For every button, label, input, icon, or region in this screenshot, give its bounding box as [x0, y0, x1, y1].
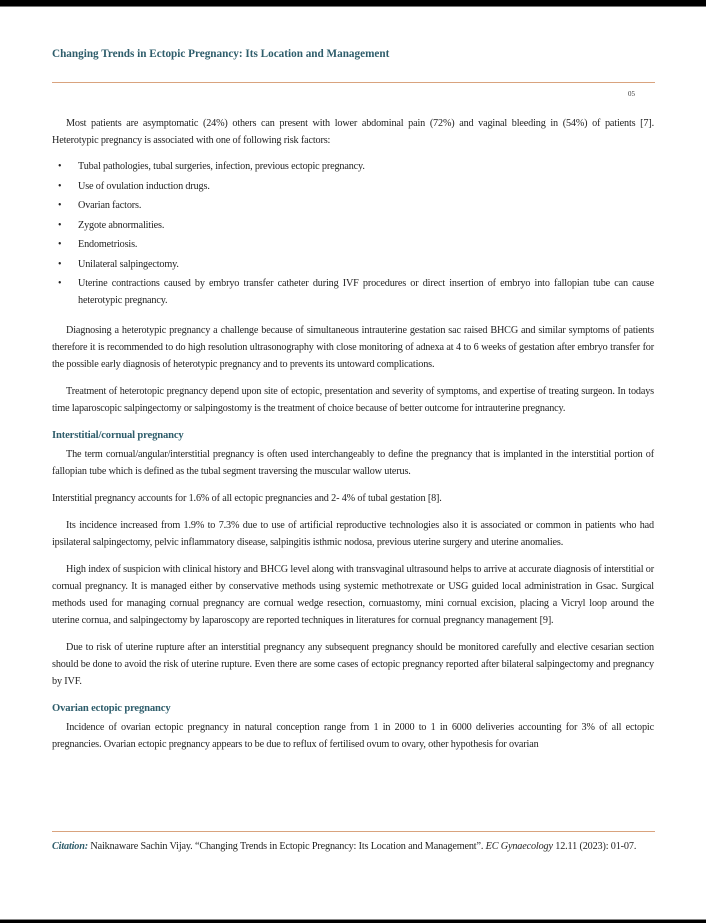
citation: [52, 838, 655, 856]
section-heading-interstitial: Interstitial/cornual pregnancy: [52, 430, 184, 441]
bullet-icon: •: [58, 258, 62, 270]
citation-text: Naiknaware Sachin Vijay. “Changing Trends in Ectopic Pregnancy: Its Location and Management”.: [88, 841, 486, 852]
viewer-bottom-bar: [0, 919, 706, 923]
citation-volume: 12.11 (2023): 01-07.: [552, 841, 637, 852]
bullet-icon: •: [58, 239, 62, 250]
paragraph-ovarian-incidence: Incidence of ovarian ectopic pregnancy in natural conception range from 1 in 2000 to 1 in 6000 deliveries accounting for 3% of all ectopic pregnancies. Ovarian ectopic pregnancy appears to be due to reflux of fertilised ovum to ovary, other hypothesis for ovarian: [52, 722, 654, 750]
list-item: • Zygote abnormalities.: [52, 218, 654, 235]
list-item: • Ovarian factors.: [52, 198, 654, 215]
risk-factor-list: [52, 159, 654, 309]
list-item: • Uterine contractions caused by embryo transfer catheter during IVF procedures or direct insertion of embryo into fallopian tube can cause heterotypic pregnancy.: [58, 278, 654, 306]
paragraph-treatment: Treatment of heterotopic pregnancy depend upon site of ectopic, presentation and severity of symptoms, and expertise of treating surgeon. In todays time laparoscopic salpingectomy or salpingostomy is the treatment of choice because of better outcome for intrauterine pregnancy.: [52, 386, 654, 414]
bullet-icon: •: [58, 278, 62, 289]
bullet-icon: •: [58, 161, 62, 172]
bullet-icon: •: [58, 219, 62, 231]
paragraph-interstitial-definition: The term cornual/angular/interstitial pregnancy is often used interchangeably to define the pregnancy that is implanted in the interstitial portion of fallopian tube which is defined as the tubal segment traversing the muscular wallow uterus.: [52, 449, 654, 477]
list-item: • Endometriosis.: [52, 237, 654, 254]
citation-journal: EC Gynaecology: [485, 841, 553, 852]
page-content: [52, 115, 654, 753]
running-title: Changing Trends in Ectopic Pregnancy: Its Location and Management: [52, 48, 390, 60]
paragraph-symptoms: Most patients are asymptomatic (24%) others can present with lower abdominal pain (72%) and vaginal bleeding in (54%) of patients [7]. Heterotypic pregnancy is associated with one of following risk factors:: [52, 118, 654, 146]
list-item: • Use of ovulation induction drugs.: [52, 179, 654, 196]
paragraph-interstitial-risk: Its incidence increased from 1.9% to 7.3% due to use of artificial reproductive technologies also it is associated or common in patients who had ipsilateral salpingectomy, pelvic inflammatory disease, salpingitis isthmic nodosa, previous uterine surgery and uterine anomalies.: [52, 520, 654, 548]
paragraph-interstitial-incidence: Interstitial pregnancy accounts for 1.6% of all ectopic pregnancies and 2- 4% of tubal gestation [8].: [52, 493, 442, 504]
bullet-icon: •: [58, 180, 62, 192]
paragraph-diagnosis: Diagnosing a heterotypic pregnancy a challenge because of simultaneous intrauterine gestation sac raised BHCG and similar symptoms of patients therefore it is recommended to do high resolution ultrasonography with close monitoring of adnexa at 4 to 6 weeks of gestation after embryo transfer for the possible early diagnosis of heterotypic pregnancy and to prevents its untoward complications.: [52, 325, 654, 370]
viewer-top-bar: [0, 0, 706, 7]
list-item: • Unilateral salpingectomy.: [52, 257, 654, 274]
paragraph-uterine-rupture: Due to risk of uterine rupture after an interstitial pregnancy any subsequent pregnancy should be monitored carefully and elective cesarian section should be done to avoid the risk of uterine rupture. Even there are some cases of ectopic pregnancy reported after bilateral salpingectomy and pregnancy by IVF.: [52, 642, 654, 687]
bullet-icon: •: [58, 200, 62, 211]
header-rule: [52, 82, 655, 83]
paragraph-interstitial-management: High index of suspicion with clinical history and BHCG level along with transvaginal ultrasound helps to arrive at accurate diagnosis of interstitial or cornual pregnancy. It is managed either by conservative methods using systemic methotrexate or USG guided local administration in Gsac. Surgical methods used for managing cornual pregnancy are cornual wedge resection, cornuastomy, mini cornual excision, placing a Vicryl loop around the uterine cornua, and salpingectomy by laparoscopy are reported techniques in literatures for cornual pregnancy management [9].: [52, 564, 654, 626]
list-item: • Tubal pathologies, tubal surgeries, infection, previous ectopic pregnancy.: [52, 159, 654, 176]
citation-label: Citation:: [52, 841, 89, 852]
page-number: 05: [628, 90, 635, 98]
section-heading-ovarian: Ovarian ectopic pregnancy: [52, 703, 171, 714]
footer-rule: [52, 831, 655, 832]
